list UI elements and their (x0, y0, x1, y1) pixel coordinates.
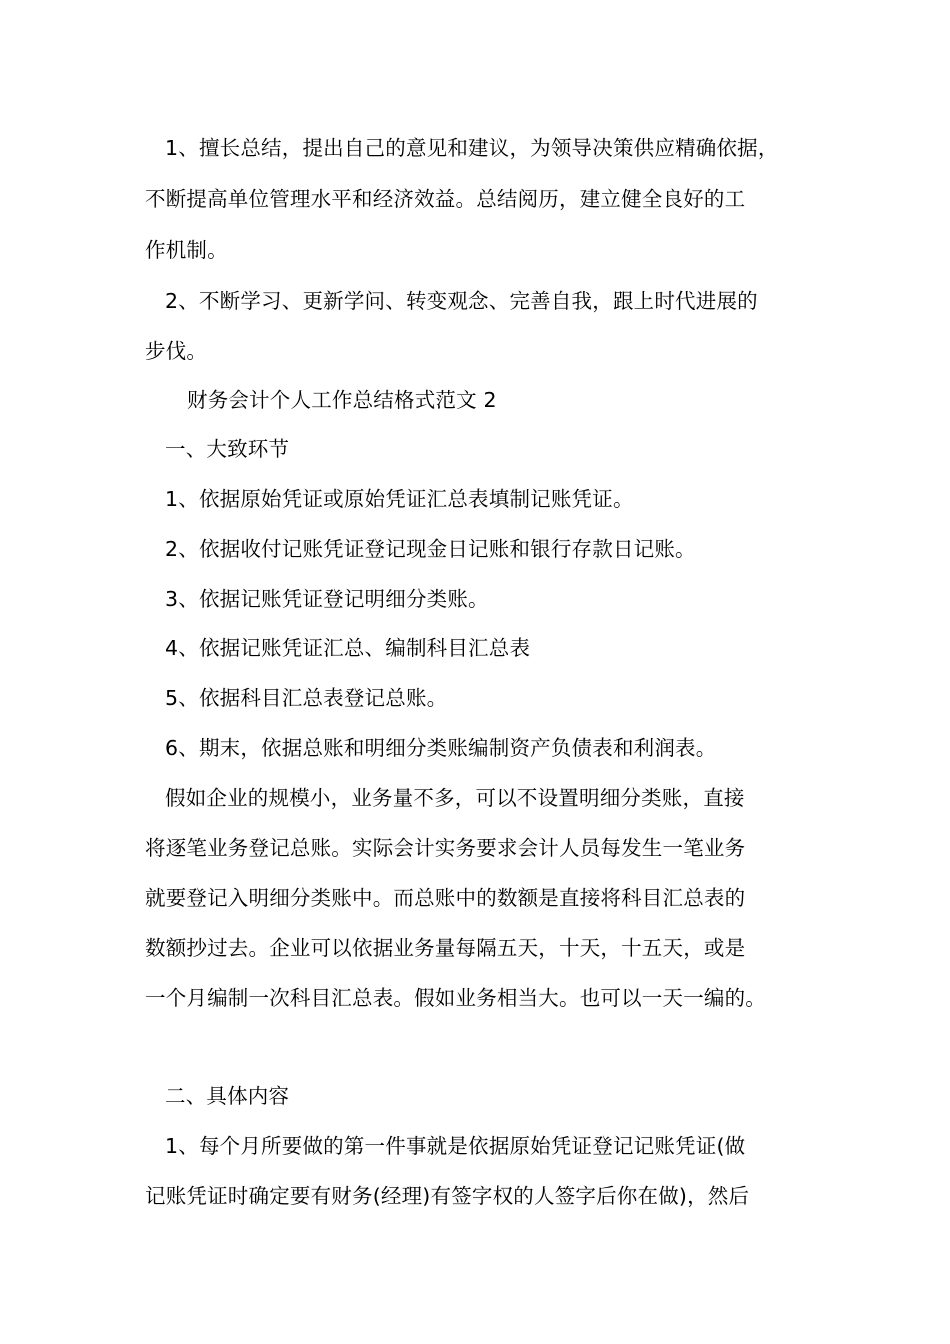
list-item-line-2: 2、依据收付记账凭证登记现金日记账和银行存款日记账。 (165, 537, 696, 561)
subheading-line-1: 一、大致环节 (165, 437, 290, 461)
paragraph-line-3: 作机制。 (145, 238, 228, 262)
paragraph-line-12: 记账凭证时确定要有财务(经理)有签字权的人签字后你在做)，然后 (145, 1184, 750, 1208)
paragraph-line-1: 1、擅长总结，提出自己的意见和建议，为领导决策供应精确依据， (165, 136, 779, 160)
paragraph-line-2: 不断提高单位管理水平和经济效益。总结阅历，建立健全良好的工 (145, 187, 746, 211)
subheading-line-2: 二、具体内容 (165, 1084, 290, 1108)
paragraph-line-9: 数额抄过去。企业可以依据业务量每隔五天，十天，十五天，或是 (145, 936, 746, 960)
list-item-line-1: 1、依据原始凭证或原始凭证汇总表填制记账凭证。 (165, 487, 634, 511)
paragraph-line-10: 一个月编制一次科目汇总表。假如业务相当大。也可以一天一编的。 (145, 986, 766, 1010)
list-item-line-3: 3、依据记账凭证登记明细分类账。 (165, 587, 489, 611)
paragraph-line-5: 步伐。 (145, 339, 208, 363)
paragraph-line-7: 将逐笔业务登记总账。实际会计实务要求会计人员每发生一笔业务 (145, 836, 746, 860)
paragraph-line-4: 2、不断学习、更新学问、转变观念、完善自我，跟上时代进展的 (165, 289, 758, 313)
paragraph-line-6: 假如企业的规模小，业务量不多，可以不设置明细分类账，直接 (165, 786, 745, 810)
section-heading-line: 财务会计个人工作总结格式范文 2 (187, 388, 497, 412)
list-item-line-6: 6、期末，依据总账和明细分类账编制资产负债表和利润表。 (165, 736, 717, 760)
list-item-line-5: 5、依据科目汇总表登记总账。 (165, 686, 448, 710)
paragraph-line-8: 就要登记入明细分类账中。而总账中的数额是直接将科目汇总表的 (145, 886, 746, 910)
paragraph-line-11: 1、每个月所要做的第一件事就是依据原始凭证登记记账凭证(做 (165, 1134, 746, 1158)
list-item-line-4: 4、依据记账凭证汇总、编制科目汇总表 (165, 636, 531, 660)
